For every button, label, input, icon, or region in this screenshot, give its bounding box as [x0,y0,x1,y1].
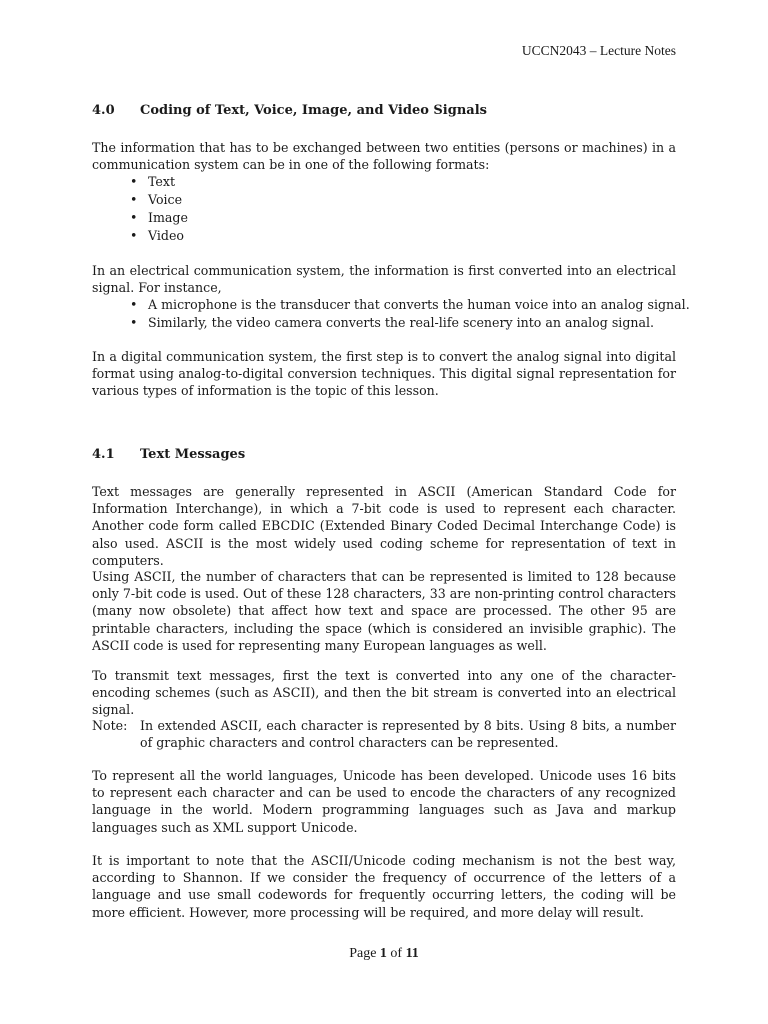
list-item: • Similarly, the video camera converts the real-life scenery into an analog signal. [130,315,655,330]
section-title: Coding of Text, Voice, Image, and Video Signals [140,103,487,118]
note-text: In extended ASCII, each character is represented by 8 bits. Using 8 bits, a number of graphic characters and control characters can be represented. [140,718,676,751]
intro-paragraph: The information that has to be exchanged between two entities (persons or machines) in a communication system can be in one of the following formats: [92,140,676,173]
list-item: • Voice [130,192,183,207]
digital-paragraph: In a digital communication system, the first step is to convert the analog signal into digital format using analog-to-digital conversion techniques. This digital signal representation for various types of information is the topic of this lesson. [92,349,676,399]
note-block [92,717,676,751]
examples-list [92,296,690,332]
section-heading-4-0 [92,102,487,119]
ascii-paragraph: Text messages are generally represented in ASCII (American Standard Code for Information Interchange), in which a 7-bit code is used to represent each character. Another code form called EBCDIC (Extended Binary Coded Decimal Interchange Code) is also used. ASCII is the most widely used coding scheme for representation of text in computers. [92,484,676,568]
list-item: • Text [130,174,176,189]
page-label: Page [349,946,377,961]
electrical-paragraph: In an electrical communication system, the information is first converted into an electrical signal. For instance, [92,263,676,296]
unicode-paragraph: To represent all the world languages, Unicode has been developed. Unicode uses 16 bits to represent each character and can be used to encode the characters of any recognized language in the world. Modern programming languages such as Java and markup languages such as XML support Unicode. [92,768,676,835]
list-item: • A microphone is the transducer that converts the human voice into an analog signal. [130,297,690,312]
note-label: Note: [92,718,128,733]
page-current: 1 [379,946,387,961]
section-heading-4-1 [92,446,245,463]
section-title: Text Messages [140,447,246,462]
formats-list [92,173,188,245]
bullet-icon: • [130,228,138,243]
bullet-icon: • [130,192,138,207]
section-number: 4.0 [92,103,115,118]
shannon-paragraph: It is important to note that the ASCII/Unicode coding mechanism is not the best way, according to Shannon. If we consider the frequency of occurrence of the letters of a language and use small codewords for frequently occurring letters, the coding will be more efficient. However, more processing will be required, and more delay will result. [92,853,676,920]
document-page [92,0,690,1024]
bullet-icon: • [130,297,138,312]
page-footer [92,945,676,962]
list-item: • Video [130,228,184,243]
transmit-paragraph: To transmit text messages, first the text is converted into any one of the character-encoding schemes (such as ASCII), and then the bit stream is converted into an electrical signal. [92,668,676,718]
running-header: UCCN2043 – Lecture Notes [521,43,676,58]
page-of: of [390,946,403,961]
bullet-icon: • [130,210,138,225]
list-item: • Image [130,210,188,225]
page-total: 11 [405,946,419,961]
section-number: 4.1 [92,447,115,462]
ascii-limits-paragraph: Using ASCII, the number of characters that can be represented is limited to 128 because only 7-bit code is used. Out of these 128 characters, 33 are non-printing control characters (many now obsolete) that affect how text and space are processed. The other 95 are printable characters, including the space (which is considered an invisible graphic). The ASCII code is used for representing many European languages as well. [92,569,676,653]
bullet-icon: • [130,174,138,189]
bullet-icon: • [130,315,138,330]
